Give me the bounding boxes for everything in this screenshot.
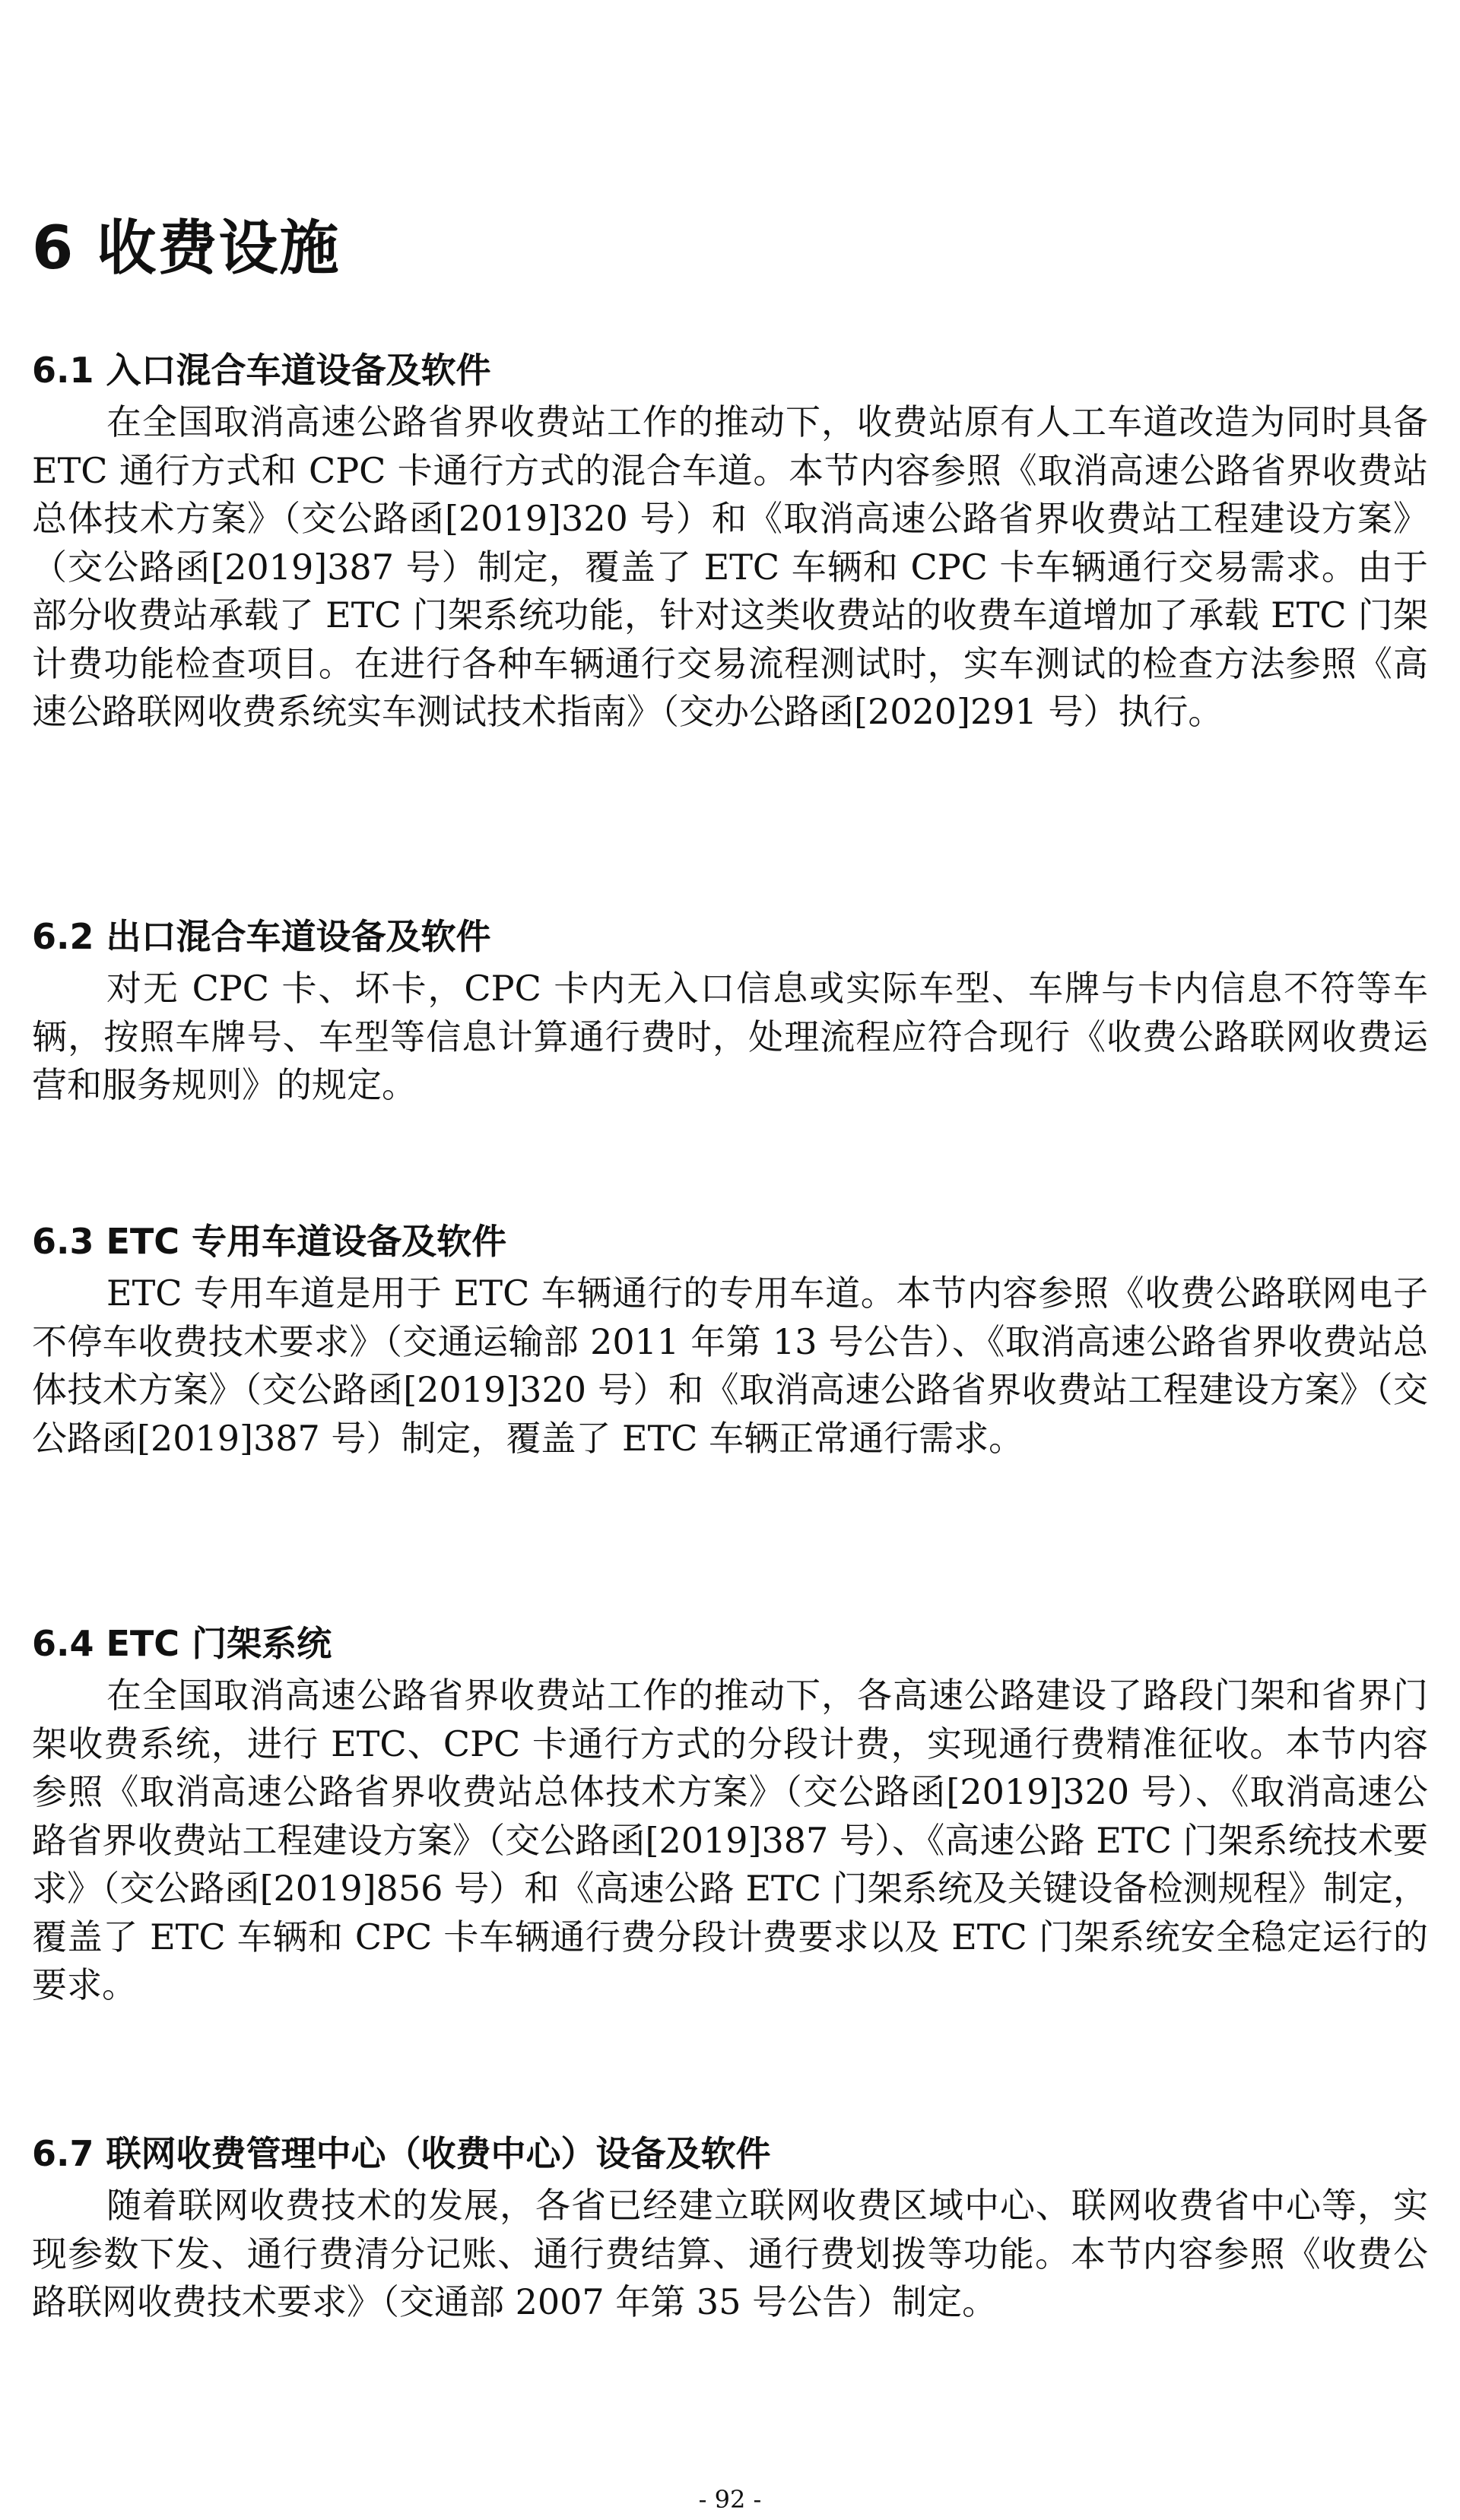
section-paragraph: 在全国取消高速公路省界收费站工作的推动下，收费站原有人工车道改造为同时具备 ETC 通行方式和 CPC 卡通行方式的混合车道。本节内容参照《取消高速公路省界收费站总体技术方案》（交公路函[2019]320 号）和《取消高速公路省界收费站工程建设方案》（交公路函[2019]387 号）制定，覆盖了 ETC 车辆和 CPC 卡车辆通行交易需求。由于部分收费站承载了 ETC 门架系统功能，针对这类收费站的收费车道增加了承载 ETC 门架计费功能检查项目。在进行各种车辆通行交易流程测试时，实车测试的检查方法参照《高速公路联网收费系统实车测试技术指南》（交办公路函[2020]291 号）执行。 (32, 401, 1428, 732)
section-6-7 (32, 2125, 1428, 2327)
section-heading: 6.2 出口混合车道设备及软件 (32, 916, 491, 957)
page-number: - 92 - (698, 2485, 762, 2514)
section-6-3 (32, 1213, 1428, 1463)
section-heading: 6.7 联网收费管理中心（收费中心）设备及软件 (32, 2133, 771, 2174)
section-paragraph: ETC 专用车道是用于 ETC 车辆通行的专用车道。本节内容参照《收费公路联网电子不停车收费技术要求》（交通运输部 2011 年第 13 号公告）、《取消高速公路省界收费站总体技术方案》（交公路函[2019]320 号）和《取消高速公路省界收费站工程建设方案》（交公路函[2019]387 号）制定，覆盖了 ETC 车辆正常通行需求。 (32, 1273, 1428, 1459)
section-paragraph: 随着联网收费技术的发展，各省已经建立联网收费区域中心、联网收费省中心等，实现参数下发、通行费清分记账、通行费结算、通行费划拨等功能。本节内容参照《收费公路联网收费技术要求》（交通部 2007 年第 35 号公告）制定。 (32, 2185, 1428, 2322)
section-6-2 (32, 908, 1428, 1110)
section-paragraph: 对无 CPC 卡、坏卡，CPC 卡内无入口信息或实际车型、车牌与卡内信息不符等车辆，按照车牌号、车型等信息计算通行费时，处理流程应符合现行《收费公路联网收费运营和服务规则》的规定。 (32, 968, 1428, 1105)
chapter-title: 6 收费设施 (32, 214, 341, 283)
section-6-4 (32, 1615, 1428, 2010)
section-6-1 (32, 342, 1428, 737)
section-heading: 6.4 ETC 门架系统 (32, 1623, 332, 1664)
section-heading: 6.3 ETC 专用车道设备及软件 (32, 1221, 507, 1262)
section-paragraph: 在全国取消高速公路省界收费站工作的推动下，各高速公路建设了路段门架和省界门架收费系统，进行 ETC、CPC 卡通行方式的分段计费，实现通行费精准征收。本节内容参照《取消高速公路省界收费站总体技术方案》（交公路函[2019]320 号）、《取消高速公路省界收费站工程建设方案》（交公路函[2019]387 号）、《高速公路 ETC 门架系统技术要求》（交公路函[2019]856 号）和《高速公路 ETC 门架系统及关键设备检测规程》制定，覆盖了 ETC 车辆和 CPC 卡车辆通行费分段计费要求以及 ETC 门架系统安全稳定运行的要求。 (32, 1675, 1428, 2005)
section-heading: 6.1 入口混合车道设备及软件 (32, 350, 491, 391)
